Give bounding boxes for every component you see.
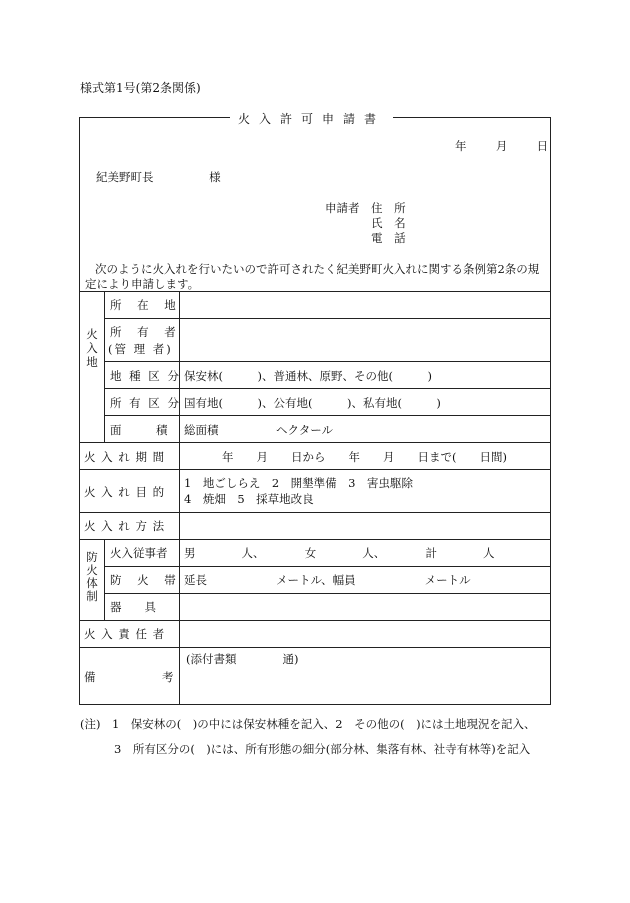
land-group-label: 火入地 bbox=[86, 327, 98, 369]
equipment-label: 器 具 bbox=[110, 600, 156, 614]
row-line bbox=[79, 442, 551, 443]
area-label: 面 積 bbox=[110, 423, 168, 437]
purpose-label: 火 入 れ 目 的 bbox=[84, 485, 166, 499]
note-line-1: (注) 1 保安林の( )の中には保安林種を記入、2 その他の( )には土地現況を記入、 bbox=[80, 717, 536, 731]
method-label: 火 入 れ 方 法 bbox=[84, 519, 166, 533]
intro-paragraph bbox=[85, 262, 545, 292]
year-label: 年 bbox=[455, 139, 467, 153]
applicant-phone-label: 電 話 bbox=[371, 231, 410, 245]
addressee-name: 紀美野町長 bbox=[96, 170, 154, 184]
row-line bbox=[79, 620, 551, 621]
date-line bbox=[455, 138, 548, 154]
remarks-label-right: 考 bbox=[162, 670, 174, 684]
fire-prevention-group-label: 防火体制 bbox=[86, 550, 98, 603]
col-line bbox=[179, 291, 180, 705]
responsible-label: 火 入 責 任 者 bbox=[84, 627, 166, 641]
row-line bbox=[104, 415, 551, 416]
purpose-line2: 4 焼畑 5 採草地改良 bbox=[184, 492, 314, 506]
land-type-label: 地 種 区 分 bbox=[110, 369, 181, 383]
applicant-address-label: 住 所 bbox=[371, 201, 410, 215]
row-line bbox=[104, 388, 551, 389]
row-line bbox=[104, 318, 551, 319]
period-value: 年 月 日から 年 月 日まで( 日間) bbox=[222, 450, 507, 464]
owner-label: 所 有 者 bbox=[110, 325, 182, 339]
row-line bbox=[79, 539, 551, 540]
intro-text: 次のように火入れを行いたいので許可されたく紀美野町火入れに関する条例第2条の規定により申請します。 bbox=[85, 262, 540, 291]
purpose-line1: 1 地ごしらえ 2 開墾準備 3 害虫駆除 bbox=[184, 476, 413, 490]
form-frame bbox=[79, 117, 551, 705]
col-line bbox=[104, 539, 105, 620]
firebreak-value: 延長 メートル、幅員 メートル bbox=[184, 573, 471, 587]
month-label: 月 bbox=[495, 139, 508, 153]
land-type-value: 保安林( )、普通林、原野、その他( ) bbox=[184, 369, 432, 383]
note-line-2: 3 所有区分の( )には、所有形態の細分(部分林、集落有林、社寺有林等)を記入 bbox=[114, 742, 531, 756]
ownership-label: 所 有 区 分 bbox=[110, 396, 181, 410]
applicant-label: 申請者 bbox=[325, 201, 360, 215]
form-id: 様式第1号(第2条関係) bbox=[80, 81, 201, 95]
remarks-label-left: 備 bbox=[84, 670, 96, 684]
addressee-honorific: 様 bbox=[209, 170, 221, 184]
row-line bbox=[104, 361, 551, 362]
firebreak-label: 防 火 帯 bbox=[110, 573, 182, 587]
workers-value: 男 人、 女 人、 計 人 bbox=[184, 546, 495, 560]
applicant-name-label: 氏 名 bbox=[371, 216, 410, 230]
row-line bbox=[104, 593, 551, 594]
area-value: 総面積 ヘクタール bbox=[184, 423, 334, 437]
col-line bbox=[104, 291, 105, 442]
day-label: 日 bbox=[536, 139, 549, 153]
row-line bbox=[79, 647, 551, 648]
manager-label: (管 理 者) bbox=[108, 342, 173, 356]
attachment-note: (添付書類 通) bbox=[186, 652, 299, 666]
row-line bbox=[79, 512, 551, 513]
row-line bbox=[79, 291, 551, 292]
addressee bbox=[96, 169, 221, 185]
ownership-value: 国有地( )、公有地( )、私有地( ) bbox=[184, 396, 441, 410]
workers-label: 火入従事者 bbox=[110, 546, 168, 560]
period-label: 火 入 れ 期 間 bbox=[84, 450, 166, 464]
location-label: 所 在 地 bbox=[110, 298, 182, 312]
row-line bbox=[79, 469, 551, 470]
row-line bbox=[104, 566, 551, 567]
form-title: 火入許可申請書 bbox=[230, 110, 393, 127]
